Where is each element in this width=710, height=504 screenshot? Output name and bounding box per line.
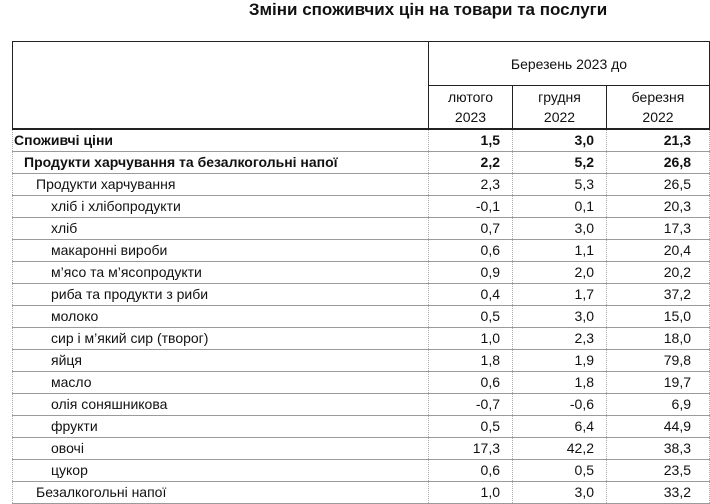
- row-value: 0,6: [429, 240, 513, 262]
- header-group-label: Березень 2023 до: [429, 42, 710, 86]
- row-value: 3,0: [513, 218, 607, 240]
- row-label: Споживчі ціни: [13, 129, 429, 152]
- row-label: макаронні вироби: [13, 240, 429, 262]
- table-row: [13, 218, 710, 240]
- table-row: [13, 196, 710, 218]
- page-title: Зміни споживчих цін на товари та послуги: [248, 0, 608, 19]
- row-label: яйця: [13, 350, 429, 372]
- row-value: 33,2: [607, 482, 710, 504]
- header-col-line2: 2022: [543, 109, 576, 125]
- row-label: масло: [13, 372, 429, 394]
- table-header: [13, 42, 710, 130]
- row-value: 2,3: [513, 328, 607, 350]
- table-row: [13, 350, 710, 372]
- row-value: 0,4: [429, 284, 513, 306]
- cpi-table: [12, 41, 710, 504]
- table-row: [13, 284, 710, 306]
- table-row: [13, 460, 710, 482]
- row-value: 6,9: [607, 394, 710, 416]
- row-value: 23,5: [607, 460, 710, 482]
- table-body: [13, 129, 710, 504]
- row-value: 15,0: [607, 306, 710, 328]
- row-value: 1,0: [429, 482, 513, 504]
- row-label: цукор: [13, 460, 429, 482]
- header-blank-cell: [13, 42, 429, 130]
- row-value: 79,8: [607, 350, 710, 372]
- row-value: 1,0: [429, 328, 513, 350]
- row-label: Продукти харчування: [13, 174, 429, 196]
- row-value: 0,9: [429, 262, 513, 284]
- header-col-dec-2022: [513, 86, 607, 130]
- row-value: 2,3: [429, 174, 513, 196]
- table-row: [13, 262, 710, 284]
- row-value: 38,3: [607, 438, 710, 460]
- row-label: овочі: [13, 438, 429, 460]
- table-row: [13, 438, 710, 460]
- row-value: -0,6: [513, 394, 607, 416]
- header-col-line1: грудня: [538, 89, 581, 105]
- table-row: [13, 372, 710, 394]
- row-label: Продукти харчування та безалкогольні напої: [13, 152, 429, 174]
- row-value: 3,0: [513, 482, 607, 504]
- row-value: 1,7: [513, 284, 607, 306]
- row-value: 21,3: [607, 129, 710, 152]
- table-row: [13, 152, 710, 174]
- row-value: 19,7: [607, 372, 710, 394]
- row-value: 3,0: [513, 306, 607, 328]
- row-value: 17,3: [429, 438, 513, 460]
- row-value: 44,9: [607, 416, 710, 438]
- header-col-line2: 2023: [454, 109, 487, 125]
- row-value: 1,5: [429, 129, 513, 152]
- row-value: 2,0: [513, 262, 607, 284]
- row-value: 0,6: [429, 372, 513, 394]
- header-col-line1: березня: [631, 89, 685, 105]
- row-value: 2,2: [429, 152, 513, 174]
- row-label: сир і м’який сир (творог): [13, 328, 429, 350]
- row-value: -0,1: [429, 196, 513, 218]
- row-value: 0,7: [429, 218, 513, 240]
- table-row: [13, 306, 710, 328]
- row-value: 18,0: [607, 328, 710, 350]
- row-value: 20,3: [607, 196, 710, 218]
- row-value: 0,6: [429, 460, 513, 482]
- row-value: -0,7: [429, 394, 513, 416]
- row-label: хліб: [13, 218, 429, 240]
- table-row: [13, 394, 710, 416]
- row-label: хліб і хлібопродукти: [13, 196, 429, 218]
- row-value: 0,5: [513, 460, 607, 482]
- row-label: риба та продукти з риби: [13, 284, 429, 306]
- table-row: [13, 416, 710, 438]
- header-col-mar-2022: [607, 86, 710, 130]
- row-value: 1,8: [429, 350, 513, 372]
- row-value: 37,2: [607, 284, 710, 306]
- row-value: 0,5: [429, 306, 513, 328]
- row-label: Безалкогольні напої: [13, 482, 429, 504]
- header-col-line2: 2022: [642, 109, 674, 125]
- row-value: 42,2: [513, 438, 607, 460]
- row-label: олія соняшникова: [13, 394, 429, 416]
- table-row: [13, 240, 710, 262]
- row-value: 20,4: [607, 240, 710, 262]
- row-value: 6,4: [513, 416, 607, 438]
- row-value: 3,0: [513, 129, 607, 152]
- row-value: 1,8: [513, 372, 607, 394]
- table-row: [13, 174, 710, 196]
- row-label: молоко: [13, 306, 429, 328]
- row-value: 0,5: [429, 416, 513, 438]
- table-row: [13, 482, 710, 504]
- row-value: 26,5: [607, 174, 710, 196]
- row-value: 20,2: [607, 262, 710, 284]
- row-value: 26,8: [607, 152, 710, 174]
- row-value: 0,1: [513, 196, 607, 218]
- row-label: фрукти: [13, 416, 429, 438]
- row-value: 1,9: [513, 350, 607, 372]
- header-col-line1: лютого: [448, 89, 493, 105]
- row-value: 5,2: [513, 152, 607, 174]
- row-value: 1,1: [513, 240, 607, 262]
- row-value: 5,3: [513, 174, 607, 196]
- header-col-feb-2023: [429, 86, 513, 130]
- table-row: [13, 129, 710, 152]
- row-label: м’ясо та м’ясопродукти: [13, 262, 429, 284]
- table-row: [13, 328, 710, 350]
- row-value: 17,3: [607, 218, 710, 240]
